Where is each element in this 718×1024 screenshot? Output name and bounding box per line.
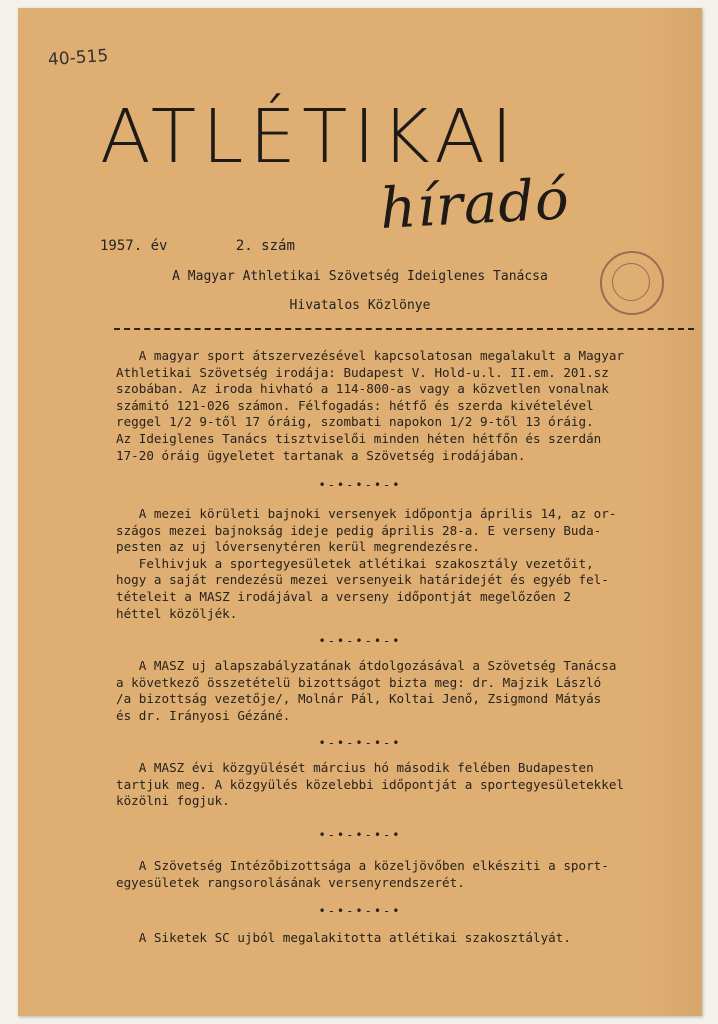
paragraph-deaf-sc: A Siketek SC ujból megalakitotta atlétikai szakosztályát. [116, 930, 571, 945]
paragraph-committee: A MASZ uj alapszabályzatának átdolgozásával a Szövetség Tanácsa a következő összetételü bizottságot bizta meg: dr. Majzik László /a bizottság vezetője/, Molnár Pál, Koltai Jenő, Zsigmond Mátyás és dr. Irányosi Gézáné. [116, 658, 617, 723]
section-separator: •-•-•-•-• [318, 828, 402, 842]
header-divider [114, 328, 694, 330]
archive-reference: 40-515 [47, 45, 109, 71]
section-separator: •-•-•-•-• [318, 904, 402, 918]
masthead-title: ATLÉTIKAI [100, 94, 519, 180]
section-separator: •-•-•-•-• [318, 736, 402, 750]
paragraph-ranking: A Szövetség Intézőbizottsága a közeljövőben elkésziti a sport- egyesületek rangsorolásának versenyrendszerét. [116, 858, 609, 890]
paragraph-general-assembly: A MASZ évi közgyülését március hó második felében Budapesten tartjuk meg. A közgyülés közelebbi időpontját a sportegyesületekkel közölni fogjuk. [116, 760, 624, 809]
paragraph-cross-country: A mezei körületi bajnoki versenyek időpontja április 14, az or- szágos mezei bajnokság ideje pedig április 28-a. E verseny Buda- pesten az uj lóversenytéren kerül megrendezésre. Felhivjuk a sportegyesületek atlétikai szakosztály vezetőit, hogy a saját rendezésü mezei versenyeik határidejét és egyéb fel- tételeit a MASZ irodájával a verseny időpontját megelőzően 2 héttel közöljék. [116, 506, 617, 621]
publication-type: Hivatalos Közlönye [289, 298, 431, 313]
issue-info [100, 238, 355, 254]
publisher-line: A Magyar Athletikai Szövetség Ideiglenes Tanácsa [172, 269, 548, 284]
section-separator: •-•-•-•-• [318, 478, 402, 492]
issue-number: 2. szám [235, 238, 295, 254]
section-separator: •-•-•-•-• [318, 634, 402, 648]
paragraph-office: A magyar sport átszervezésével kapcsolatosan megalakult a Magyar Athletikai Szövetség irodája: Budapest V. Hold-u.l. II.em. 201.sz szobában. Az iroda hivható a 114-800-as vagy a közvetlen vonalnak számitó 121-026 számon. Félfogadás: hétfő és szerda kivételével reggel 1/2 9-től 17 óráig, szombati napokon 1/2 9-től 13 óráig. Az Ideiglenes Tanács tisztviselői minden héten hétfőn és szerdán 17-20 óráig ügyeletet tartanak a Szövetség irodájában. [116, 348, 625, 463]
masthead-subtitle: híradó [378, 167, 572, 242]
issue-year: 1957. év [100, 238, 168, 254]
document-page [18, 8, 702, 1016]
